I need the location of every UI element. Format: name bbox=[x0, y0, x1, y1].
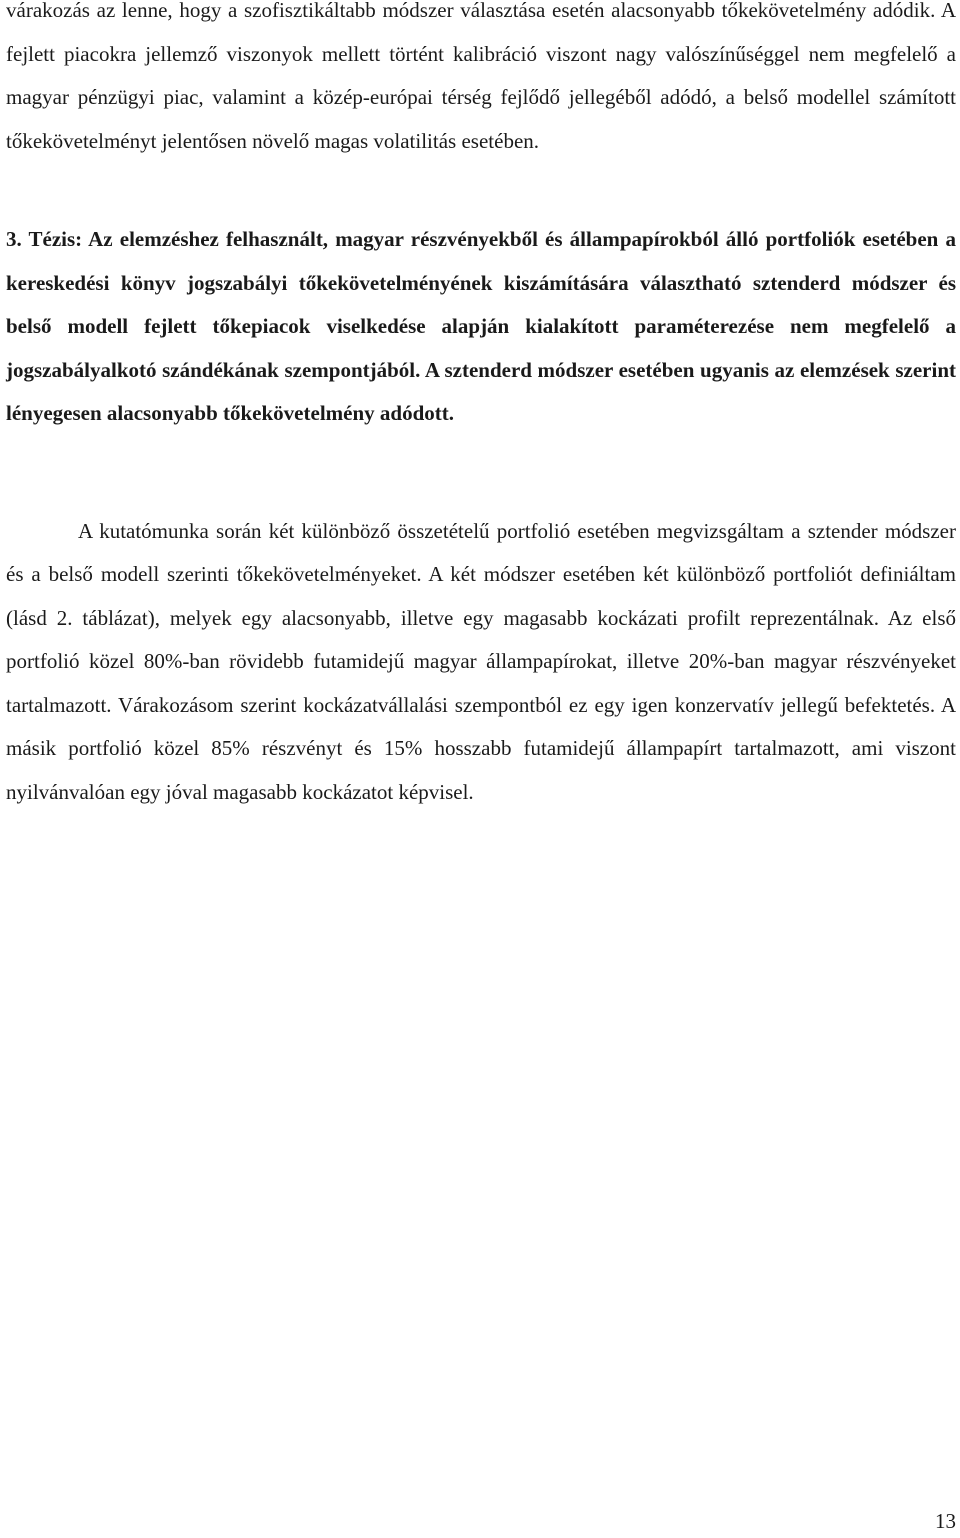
thesis-paragraph: 3. Tézis: Az elemzéshez felhasznált, magyar részvényekből és állampapírokból álló portfoliók esetében a kereskedési könyv jogszabályi tőkekövetelményének kiszámítására választható sztenderd módszer és belső modell fejlett tőkepiacok viselkedése alapján kialakított paraméterezése nem megfelelő a jogszabályalkotó szándékának szempontjából. A sztenderd módszer esetében ugyanis az elemzések szerint lényegesen alacsonyabb tőkekövetelmény adódott. bbox=[6, 227, 956, 425]
page-number: 13 bbox=[935, 1509, 956, 1533]
body-paragraph: A kutatómunka során két különböző összetételű portfolió esetében megvizsgáltam a sztender módszer és a belső modell szerinti tőkekövetelményeket. A két módszer esetében két különböző portfoliót definiáltam (lásd 2. táblázat), melyek egy alacsonyabb, illetve egy magasabb kockázati profilt reprezentálnak. Az első portfolió közel 80%-ban rövidebb futamidejű magyar állampapírokat, illetve 20%-ban magyar részvényeket tartalmazott. Várakozásom szerint kockázatvállalási szempontból ez egy igen konzervatív jellegű befektetés. A másik portfolió közel 85% részvényt és 15% hosszabb futamidejű állampapírt tartalmazott, ami viszont nyilvánvalóan egy jóval magasabb kockázatot képvisel. bbox=[6, 518, 956, 804]
continued-paragraph: várakozás az lenne, hogy a szofisztikáltabb módszer választása esetén alacsonyabb tőkekövetelmény adódik. A fejlett piacokra jellemző viszonyok mellett történt kalibráció viszont nagy valószínűséggel nem megfelelő a magyar pénzügyi piac, valamint a közép-európai térség fejlődő jellegéből adódó, a belső modellel számított tőkekövetelményt jelentősen növelő magas volatilitás esetében. bbox=[6, 0, 956, 153]
document-page bbox=[6, 0, 956, 814]
